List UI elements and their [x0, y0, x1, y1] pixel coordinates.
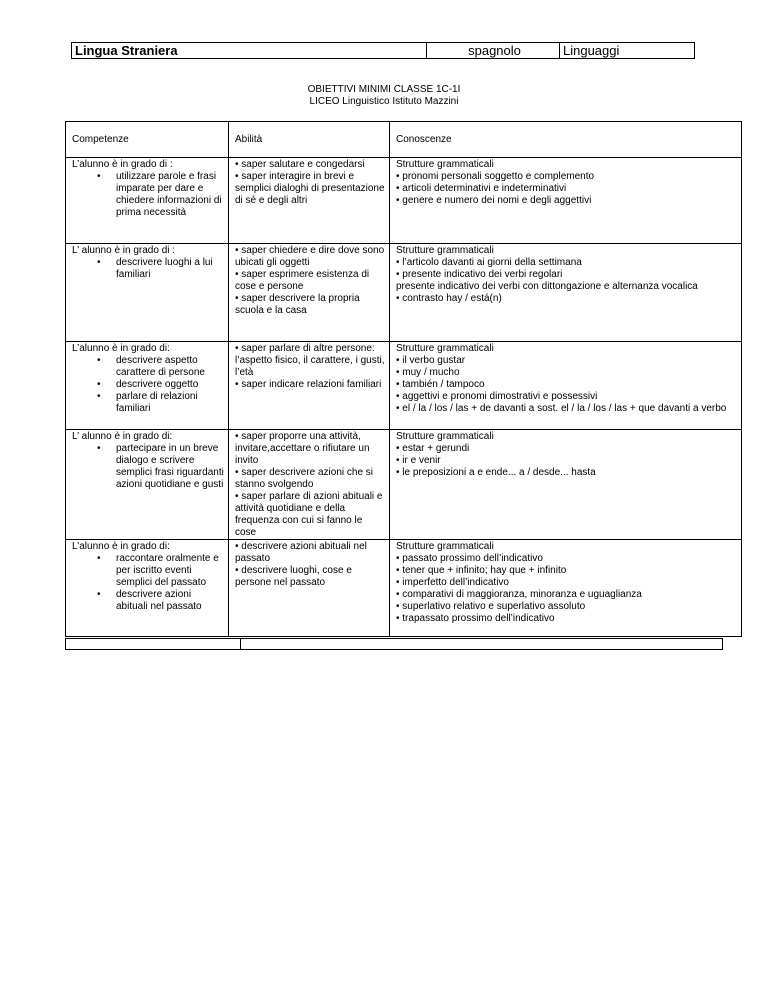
conoscenze-line: • muy / mucho	[396, 367, 460, 378]
abilita-cell	[229, 244, 390, 342]
abilita-line: • saper interagire in brevi e semplici dialoghi di presentazione di sé e degli altri	[235, 171, 385, 206]
conoscenze-line: • ir e venir	[396, 455, 441, 466]
conoscenze-line: • el / la / los / las + de davanti a sost. el / la / los / las + que davanti a verbo	[396, 403, 727, 414]
abilita-line: • descrivere azioni abituali nel passato	[235, 541, 367, 564]
conoscenze-cell	[390, 342, 742, 430]
conoscenze-line: • contrasto hay / está(n)	[396, 293, 502, 304]
conoscenze-line: • pronomi personali soggetto e complemento	[396, 171, 595, 182]
abilita-line: • saper chiedere e dire dove sono ubicati gli oggetti	[235, 245, 385, 268]
competenze-item: • utilizzare parole e frasi imparate per dare e chiedere informazioni di prima necessità	[116, 171, 224, 219]
abilita-line: • saper descrivere azioni che si stanno svolgendo	[235, 467, 374, 490]
competenze-intro: L’alunno è in grado di:	[72, 541, 170, 552]
abilita-line: • descrivere luoghi, cose e persone nel passato	[235, 565, 352, 588]
conoscenze-cell	[390, 540, 742, 637]
competenze-list	[72, 171, 224, 219]
conoscenze-line: • l’articolo davanti ai giorni della settimana	[396, 257, 582, 268]
conoscenze-line: • trapassato prossimo dell’indicativo	[396, 613, 555, 624]
competenze-cell	[66, 430, 229, 540]
title-line-1: OBIETTIVI MINIMI CLASSE 1C-1I	[307, 84, 461, 95]
conoscenze-line: • estar + gerundi	[396, 443, 470, 454]
conoscenze-line: • tener que + infinito; hay que + infinito	[396, 565, 567, 576]
competenze-list	[72, 553, 224, 613]
conoscenze-line: • passato prossimo dell’indicativo	[396, 553, 543, 564]
competenze-cell	[66, 342, 229, 430]
conoscenze-cell	[390, 244, 742, 342]
abilita-line: • saper indicare relazioni familiari	[235, 379, 382, 390]
competenze-item: • descrivere azioni abituali nel passato	[116, 589, 224, 613]
header-abilita: Abilità	[229, 122, 390, 158]
competenze-cell	[66, 540, 229, 637]
conoscenze-line: Strutture grammaticali	[396, 431, 494, 442]
competenze-item: • parlare di relazioni familiari	[116, 391, 224, 415]
abilita-cell	[229, 430, 390, 540]
competenze-intro: L’alunno è in grado di:	[72, 343, 170, 354]
table-row	[66, 342, 742, 430]
bottom-row-divider	[240, 639, 241, 649]
header-competenze: Competenze	[66, 122, 229, 158]
competenze-intro: L’alunno è in grado di :	[72, 159, 173, 170]
bottom-empty-row	[65, 638, 723, 650]
conoscenze-line: • imperfetto dell’indicativo	[396, 577, 509, 588]
conoscenze-line: presente indicativo dei verbi con dittongazione e alternanza vocalica	[396, 281, 698, 292]
competenze-list	[72, 443, 224, 491]
area-label: Linguaggi	[563, 43, 620, 58]
competenze-intro: L’ alunno è in grado di:	[72, 431, 173, 442]
competenze-cell	[66, 244, 229, 342]
abilita-line: • saper salutare e congedarsi	[235, 159, 365, 170]
competenze-cell	[66, 158, 229, 244]
competenze-item: • descrivere aspetto carattere di persone	[116, 355, 224, 379]
conoscenze-cell	[390, 430, 742, 540]
conoscenze-cell	[390, 158, 742, 244]
abilita-line: • saper descrivere la propria scuola e la casa	[235, 293, 360, 316]
competenze-item: • partecipare in un breve dialogo e scrivere semplici frasi riguardanti azioni quotidiane e gusti	[116, 443, 224, 491]
title-line-2: LICEO Linguistico Istituto Mazzini	[309, 96, 459, 107]
abilita-line: • saper proporre una attività, invitare,accettare o rifiutare un invito	[235, 431, 370, 466]
conoscenze-line: Strutture grammaticali	[396, 245, 494, 256]
conoscenze-line: • comparativi di maggioranza, minoranza e uguaglianza	[396, 589, 642, 600]
table-row	[66, 430, 742, 540]
conoscenze-line: • le preposizioni a e ende... a / desde... hasta	[396, 467, 596, 478]
table-row	[66, 158, 742, 244]
conoscenze-line: Strutture grammaticali	[396, 159, 494, 170]
conoscenze-line: Strutture grammaticali	[396, 541, 494, 552]
objectives-table	[65, 121, 742, 637]
conoscenze-line: • presente indicativo dei verbi regolari	[396, 269, 563, 280]
document-title	[0, 84, 768, 108]
conoscenze-line: • genere e numero dei nomi e degli aggettivi	[396, 195, 592, 206]
competenze-item: • descrivere oggetto	[116, 379, 224, 391]
conoscenze-line: • superlativo relativo e superlativo assoluto	[396, 601, 586, 612]
abilita-cell	[229, 342, 390, 430]
conoscenze-line: • il verbo gustar	[396, 355, 466, 366]
subject-label: Lingua Straniera	[72, 43, 427, 58]
table-row	[66, 244, 742, 342]
conoscenze-line: • aggettivi e pronomi dimostrativi e possessivi	[396, 391, 598, 402]
competenze-item: • descrivere luoghi a lui familiari	[116, 257, 224, 281]
competenze-item: • raccontare oralmente e per iscritto eventi semplici del passato	[116, 553, 224, 589]
conoscenze-line: • también / tampoco	[396, 379, 485, 390]
header-bar	[71, 42, 695, 59]
table-row	[66, 540, 742, 637]
language-label: spagnolo	[427, 43, 560, 58]
competenze-intro: L’ alunno è in grado di :	[72, 245, 176, 256]
competenze-list	[72, 355, 224, 415]
table-header-row	[66, 122, 742, 158]
conoscenze-line: • articoli determinativi e indeterminativi	[396, 183, 567, 194]
abilita-cell	[229, 540, 390, 637]
abilita-cell	[229, 158, 390, 244]
competenze-list	[72, 257, 224, 281]
header-conoscenze: Conoscenze	[390, 122, 742, 158]
abilita-line: • saper esprimere esistenza di cose e persone	[235, 269, 370, 292]
conoscenze-line: Strutture grammaticali	[396, 343, 494, 354]
abilita-line: • saper parlare di altre persone: l’aspetto fisico, il carattere, i gusti, l’età	[235, 343, 385, 378]
abilita-line: • saper parlare di azioni abituali e attività quotidiane e della frequenza con cui si fanno le cose	[235, 491, 383, 538]
